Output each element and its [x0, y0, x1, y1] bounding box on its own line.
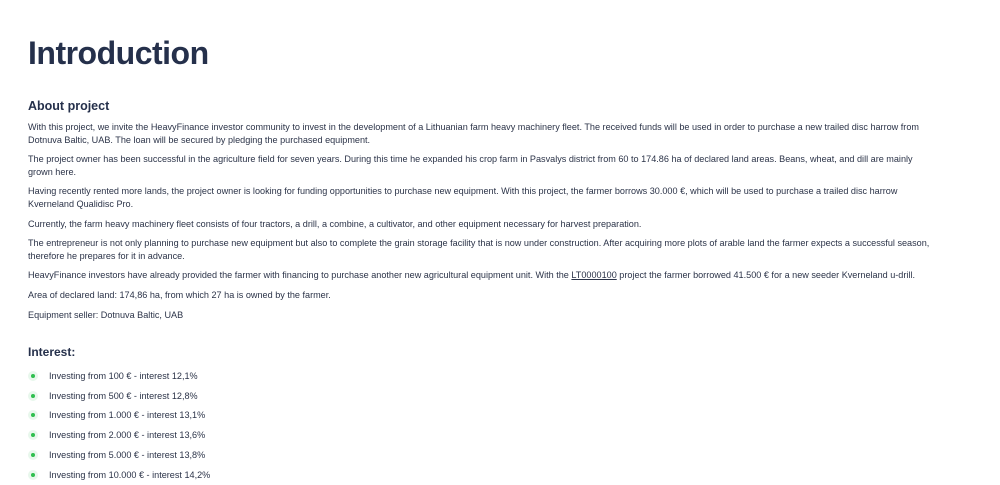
green-bullet-icon [28, 410, 38, 420]
about-project-content [28, 121, 938, 328]
about-paragraph-3: Having recently rented more lands, the project owner is looking for funding opportunities to purchase new equipment. With this project, the farmer borrows 30.000 €, which will be used to purchase a trailed disc harrow Kverneland Qualidisc Pro. [28, 186, 898, 209]
equipment-seller: Equipment seller: Dotnuva Baltic, UAB [28, 309, 184, 320]
about-paragraph-2: The project owner has been successful in the agriculture field for seven years. During this time he expanded his crop farm in Pasvalys district from 60 to 174.86 ha of declared land areas. Beans, wheat, and dill are mainly grown here. [28, 154, 913, 177]
interest-item-text: Investing from 5.000 € - interest 13,8% [49, 450, 206, 461]
about-paragraph-4: Currently, the farm heavy machinery fleet consists of four tractors, a drill, a combine, a cultivator, and other equipment necessary for harvest preparation. [28, 218, 642, 229]
about-paragraph-6 [28, 269, 938, 282]
about-project-heading: About project [28, 99, 110, 113]
interest-list-item [28, 406, 210, 426]
project-link-lt0000100[interactable]: LT0000100 [571, 270, 617, 281]
green-bullet-icon [28, 470, 38, 480]
declared-land-area: Area of declared land: 174,86 ha, from which 27 ha is owned by the farmer. [28, 289, 331, 300]
interest-heading: Interest: [28, 345, 76, 359]
interest-list-item [28, 425, 210, 445]
interest-list-item [28, 386, 210, 406]
interest-list-item [28, 445, 210, 465]
paragraph-6-text-end: project the farmer borrowed 41.500 € for a new seeder Kverneland u-drill. [616, 270, 915, 281]
green-bullet-icon [28, 391, 38, 401]
interest-item-text: Investing from 100 € - interest 12,1% [49, 370, 198, 381]
interest-list-item [28, 366, 210, 386]
green-bullet-icon [28, 371, 38, 381]
interest-list [28, 366, 210, 485]
interest-item-text: Investing from 2.000 € - interest 13,6% [49, 430, 206, 441]
interest-item-text: Investing from 500 € - interest 12,8% [49, 390, 198, 401]
about-paragraph-5: The entrepreneur is not only planning to purchase new equipment but also to complete the grain storage facility that is now under construction. After acquiring more plots of arable land the farmer expects a successful season, therefore he prepares for it in advance. [28, 238, 930, 261]
about-paragraph-1: With this project, we invite the HeavyFinance investor community to invest in the development of a Lithuanian farm heavy machinery fleet. The received funds will be used in order to purchase a new trailed disc harrow from Dotnuva Baltic, UAB. The loan will be secured by pledging the purchased equipment. [28, 122, 919, 145]
green-bullet-icon [28, 430, 38, 440]
paragraph-6-text-start: HeavyFinance investors have already provided the farmer with financing to purchase another new agricultural equipment unit. With the [28, 270, 572, 281]
interest-list-item [28, 465, 210, 485]
interest-item-text: Investing from 1.000 € - interest 13,1% [49, 410, 206, 421]
interest-item-text: Investing from 10.000 € - interest 14,2% [49, 469, 211, 480]
green-bullet-icon [28, 450, 38, 460]
page-title: Introduction [28, 35, 209, 71]
